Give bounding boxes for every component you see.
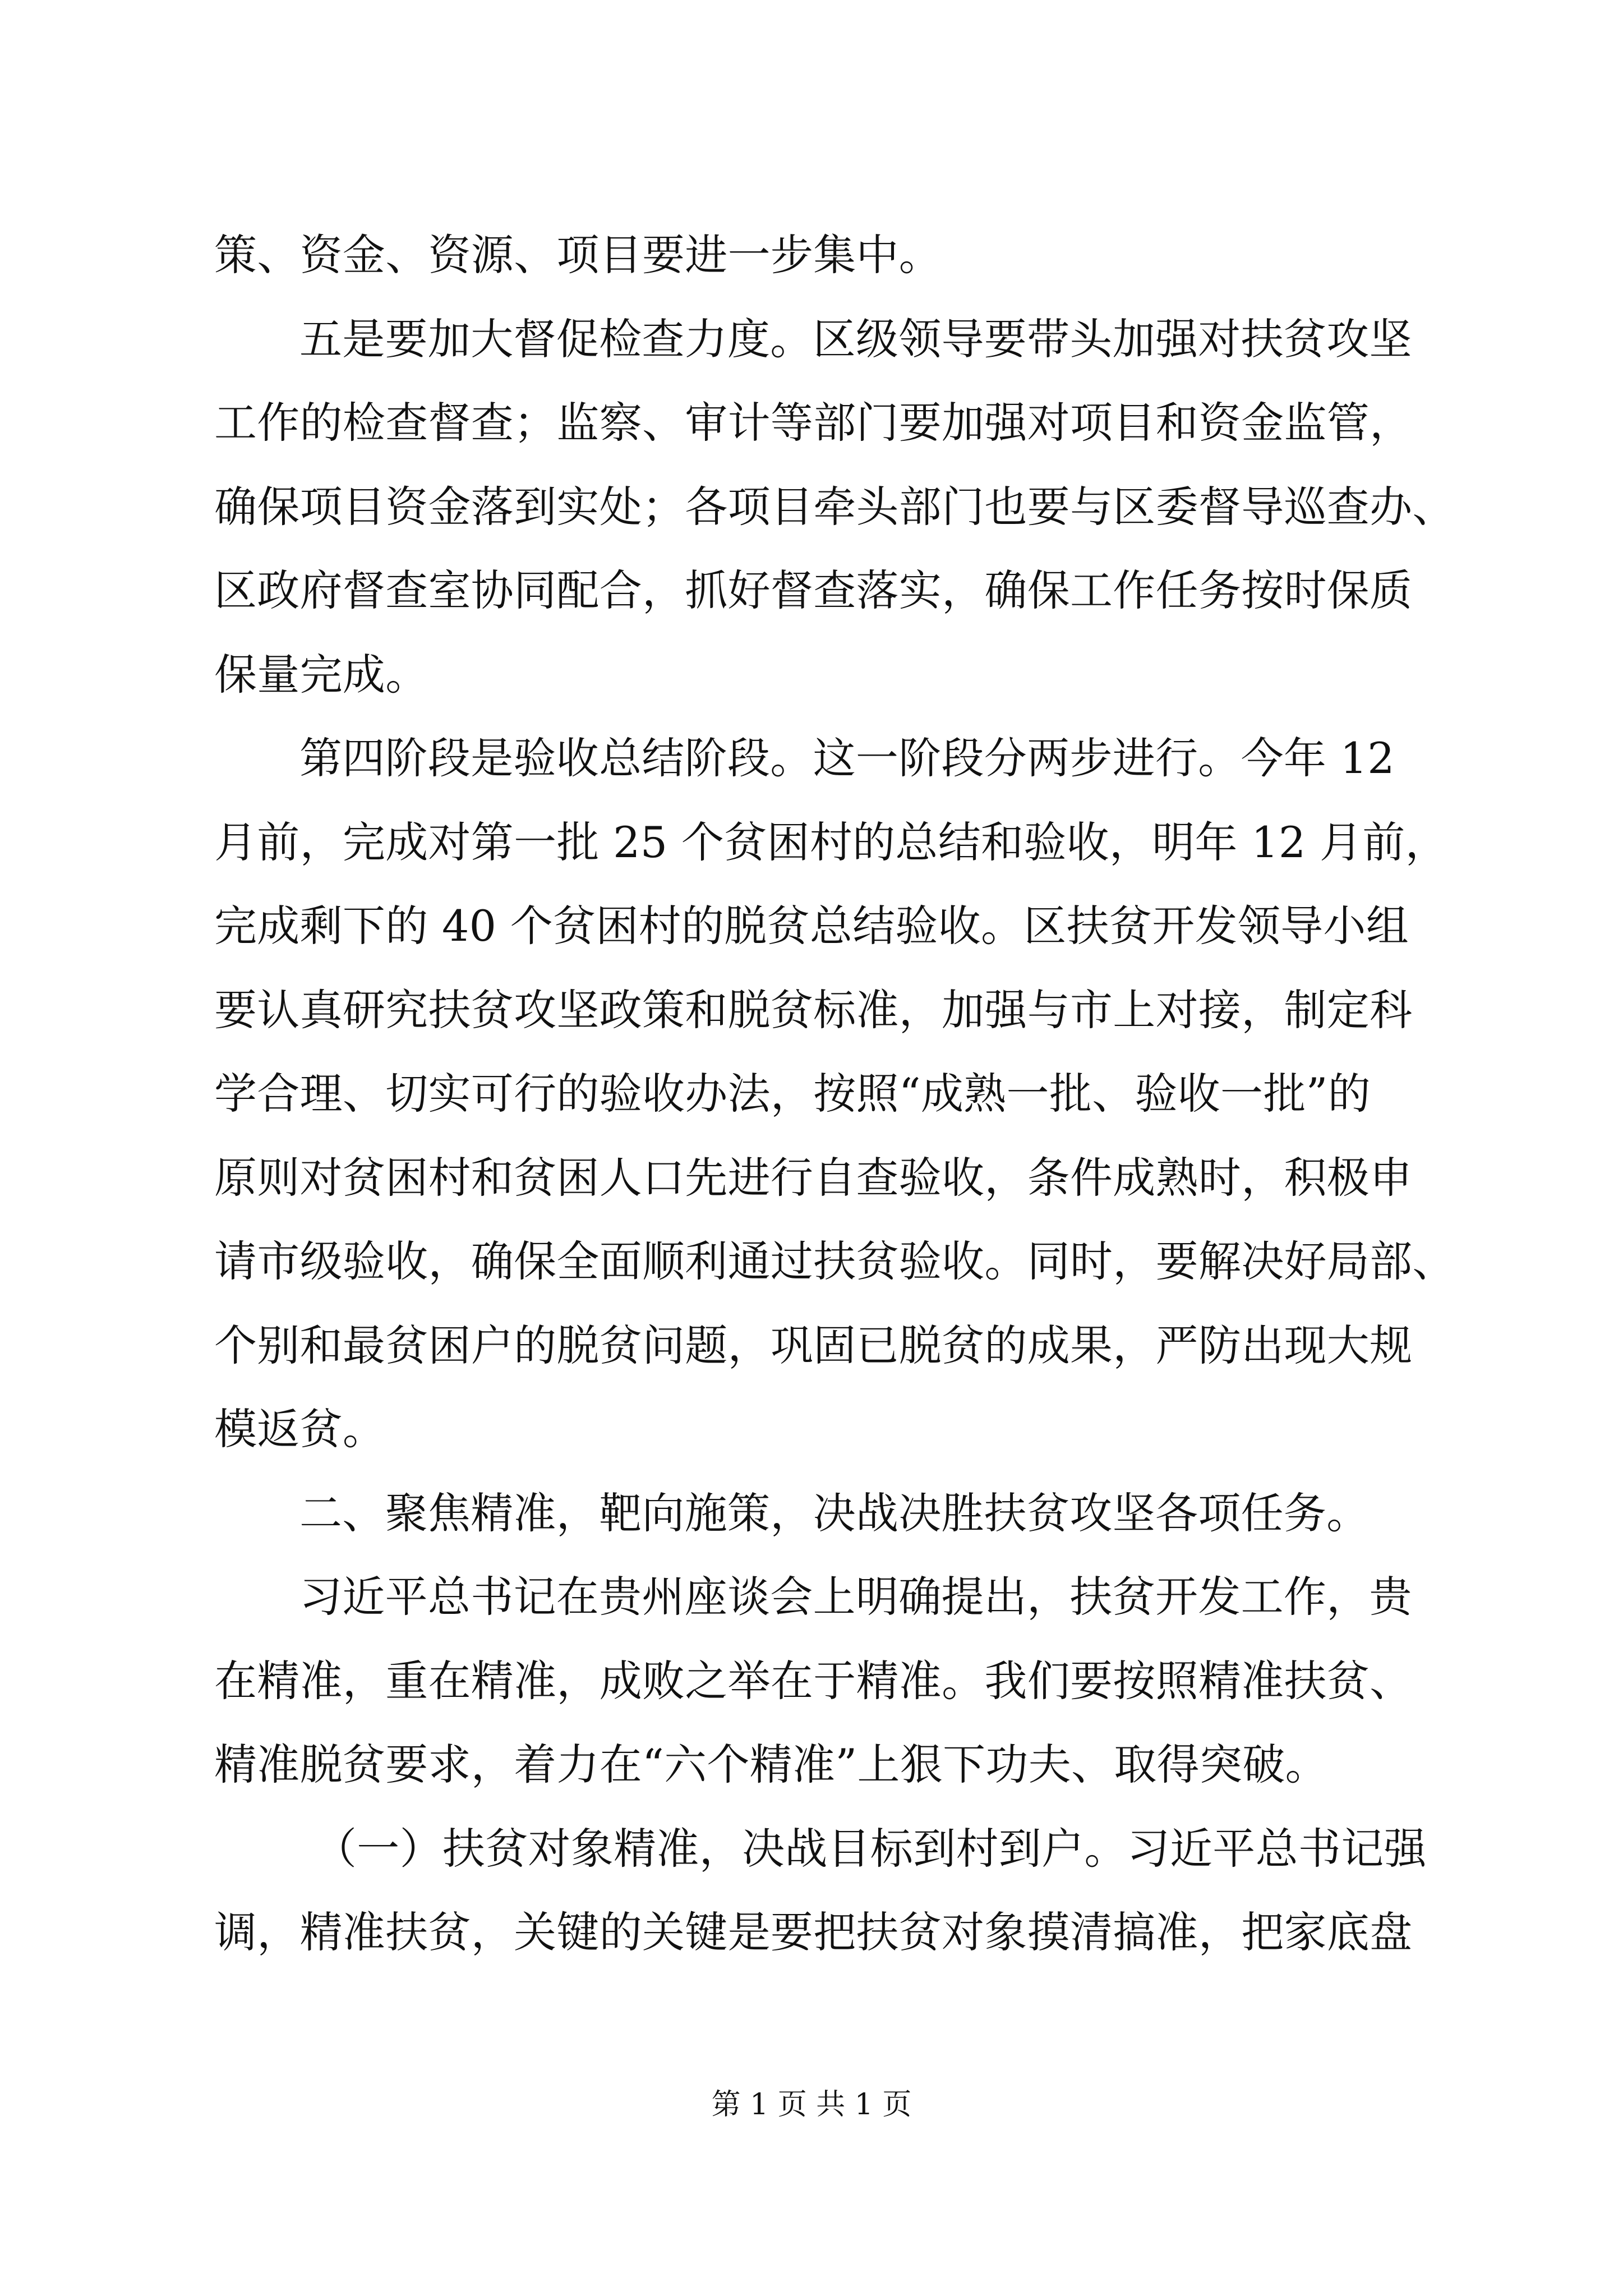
text-line: （一）扶贫对象精准，决战目标到村到户。习近平总书记强 (314, 1823, 1427, 1874)
text-line: 确保项目资金落到实处；各项目牵头部门也要与区委督导巡查办、 (214, 481, 1455, 532)
text-line: 第四阶段是验收总结阶段。这一阶段分两步进行。今年 12 (299, 733, 1395, 783)
section-heading: 二、聚焦精准，靶向施策，决战决胜扶贫攻坚各项任务。 (299, 1488, 1370, 1538)
text-line: 原则对贫困村和贫困人口先进行自查验收，条件成熟时，积极申 (214, 1152, 1413, 1203)
text-line: 完成剩下的 40 个贫困村的脱贫总结验收。区扶贫开发领导小组 (214, 901, 1409, 951)
text-line: 五是要加大督促检查力度。区级领导要带头加强对扶贫攻坚 (299, 314, 1412, 364)
text-line: 保量完成。 (214, 649, 428, 700)
text-line: 在精准，重在精准，成败之举在于精准。我们要按照精准扶贫、 (214, 1655, 1413, 1706)
text-line: 策、资金、资源、项目要进一步集中。 (214, 230, 942, 280)
text-line: 精准脱贫要求，着力在“六个精准”上狠下功夫、取得突破。 (214, 1740, 1328, 1789)
text-line: 模返贫。 (214, 1404, 386, 1454)
text-line: 要认真研究扶贫攻坚政策和脱贫标准，加强与市上对接，制定科 (214, 984, 1413, 1035)
body-text (214, 213, 1455, 1975)
text-line: 调，精准扶贫，关键的关键是要把扶贫对象摸清搞准，把家底盘 (214, 1907, 1413, 1957)
text-line: 月前，完成对第一批 25 个贫困村的总结和验收，明年 12 月前， (214, 817, 1448, 867)
text-line: 请市级验收，确保全面顺利通过扶贫验收。同时，要解决好局部、 (214, 1236, 1455, 1286)
text-line: 个别和最贫困户的脱贫问题，巩固已脱贫的成果，严防出现大规 (214, 1320, 1413, 1370)
text-line: 习近平总书记在贵州座谈会上明确提出，扶贫开发工作，贵 (299, 1572, 1412, 1622)
text-line: 学合理、切实可行的验收办法，按照“成熟一批、验收一批”的 (214, 1069, 1371, 1119)
text-line: 区政府督查室协同配合，抓好督查落实，确保工作任务按时保质 (214, 565, 1413, 615)
text-line: 工作的检查督查；监察、审计等部门要加强对项目和资金监管， (214, 398, 1413, 448)
page-footer: 第 1 页 共 1 页 (711, 2088, 912, 2122)
